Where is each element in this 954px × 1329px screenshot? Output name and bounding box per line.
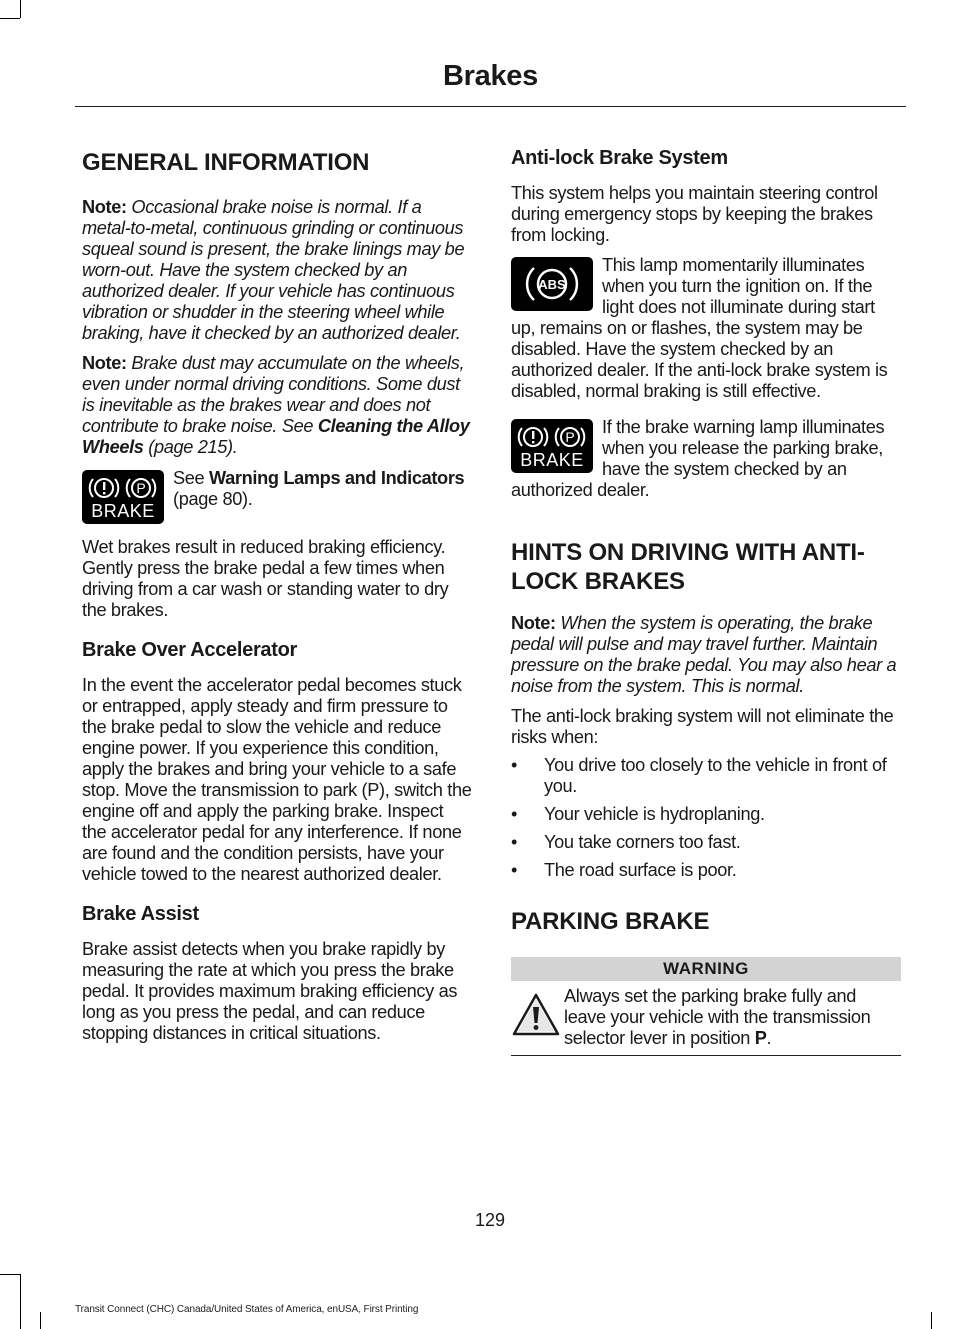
brake-icon-label: BRAKE [520,450,584,470]
abs-warning-icon [511,257,593,311]
risk-list [511,755,901,881]
note-brake-dust [82,353,472,458]
wet-brakes-paragraph: Wet brakes result in reduced braking efficiency. Gently press the brake pedal a few times when driving from a car wash or standing water to dry the brakes. [82,537,449,620]
note-text: Occasional brake noise is normal. If a metal-to-metal, continuous grinding or continuous squeal sound is present, the brake linings may be worn-out. Have the system checked by an authorized dealer. If your vehicle has continuous vibration or shudder in the steering wheel while braking, have it checked by an authorized dealer. [82,197,465,343]
note-text: Brake dust may accumulate on the wheels, even under normal driving conditions. Some dust is inevitable as the brakes wear and does not contribute to brake noise. See [82,353,465,436]
list-item-text: The road surface is poor. [544,860,737,880]
brake-lamp-description [511,417,901,501]
page-title: Brakes [443,60,538,92]
hints-note [511,613,901,697]
brake-warning-icon [511,419,593,473]
bullet: • [511,804,518,824]
brake-assist-paragraph: Brake assist detects when you brake rapidly by measuring the rate at which you press the brake pedal. It provides maximum braking efficiency as long as you press the pedal, and can reduce stopping distances in critical situations. [82,939,458,1043]
abs-lamp-paragraph: This lamp momentarily illuminates when you turn the ignition on. If the light does not illuminate during start up, remains on or flashes, the system may be disabled. Have the system checked by an authorized dealer. If the anti-lock brake system is disabled, normal braking is still effective. [511,255,888,401]
crop-mark [40,1312,41,1329]
brake-over-accelerator-heading: Brake Over Accelerator [82,639,298,661]
page-ref: (page 80). [173,489,253,509]
bullet: • [511,860,518,880]
brake-lamp-reference [82,468,472,524]
warning-end: . [766,1028,772,1048]
note-label: Note: [82,197,127,217]
brake-warning-icon [82,470,164,524]
list-item-text: You drive too closely to the vehicle in front of you. [544,755,887,796]
brake-over-accelerator-paragraph: In the event the accelerator pedal becomes stuck or entrapped, apply steady and firm pressure to the brake pedal to slow the vehicle and reduce engine power. If you experience this condition, apply the brakes and bring your vehicle to a safe stop. Move the transmission to park (P), switch the engine off and apply the parking brake. Inspect the accelerator pedal for any interference. If none are found and the condition persists, have your vehicle towed to the nearest authorized dealer. [82,675,472,884]
abs-icon-label: ABS [538,277,566,292]
note-label: Note: [82,353,127,373]
warning-lamps-link[interactable]: Warning Lamps and Indicators [209,468,465,488]
note-text: When the system is operating, the brake pedal will pulse and may travel further. Maintain pressure on the brake pedal. You may also hear a noise from the system. This is normal. [511,613,897,696]
crop-mark [0,1274,20,1275]
left-column [82,146,472,1044]
crop-mark [20,0,21,18]
general-information-heading: GENERAL INFORMATION [82,149,370,176]
brake-icon-label: BRAKE [91,501,155,521]
hints-anti-lock-heading: HINTS ON DRIVING WITH ANTI-LOCK BRAKES [511,539,865,595]
list-item-text: You take corners too fast. [544,832,741,852]
abs-intro-paragraph: This system helps you maintain steering control during emergency stops by keeping the brakes from locking. [511,183,878,245]
crop-mark [0,18,20,19]
parking-warning-paragraph [511,986,901,1049]
svg-text:P: P [565,429,575,445]
list-item [511,755,901,797]
abs-lamp-description [511,255,901,402]
see-text: See [173,468,210,488]
parking-brake-heading: PARKING BRAKE [511,908,710,935]
warning-triangle-icon [511,992,561,1038]
crop-mark [931,1312,932,1329]
cleaning-wheels-link[interactable]: Cleaning the Alloy Wheels [82,416,470,457]
parking-warning [511,986,901,1049]
page-ref: (page 215). [143,437,238,457]
note-brake-noise [82,197,472,344]
list-item [511,804,901,825]
bullet: • [511,832,518,852]
warning-text: Always set the parking brake fully and leave your vehicle with the transmission selector lever in position [564,986,871,1048]
svg-text:P: P [136,480,146,496]
hints-intro-paragraph: The anti-lock braking system will not eliminate the risks when: [511,706,894,747]
crop-mark [20,1274,21,1329]
note-label: Note: [511,613,556,633]
page-number: 129 [474,1210,506,1230]
warning-divider [511,1055,901,1056]
title-divider [75,106,906,107]
warning-header: WARNING [511,957,901,981]
bullet: • [511,755,518,775]
brake-lamp-paragraph: If the brake warning lamp illuminates when you release the parking brake, have the system checked by an authorized dealer. [511,417,885,500]
right-column [511,146,901,1056]
park-position: P [754,1028,767,1048]
brake-assist-heading: Brake Assist [82,903,199,925]
list-item [511,832,901,853]
list-item [511,860,901,881]
anti-lock-brake-system-heading: Anti-lock Brake System [511,147,728,169]
list-item-text: Your vehicle is hydroplaning. [544,804,765,824]
footer-text: Transit Connect (CHC) Canada/United States of America, enUSA, First Printing [75,1304,419,1315]
